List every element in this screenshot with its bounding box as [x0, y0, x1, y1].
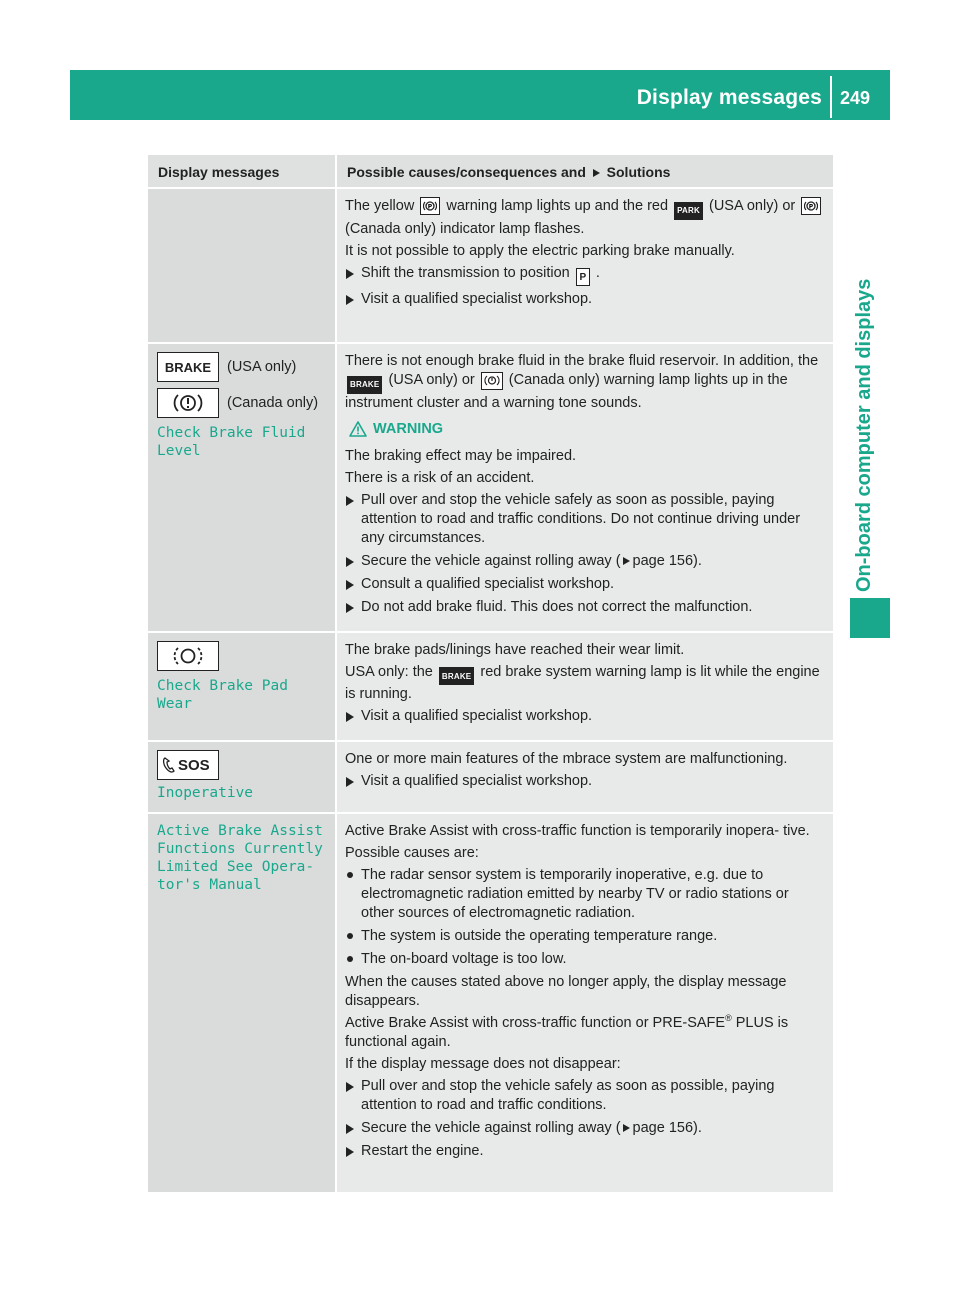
- table-row: [148, 633, 833, 743]
- display-message-text: Check Brake Fluid Level: [157, 425, 306, 459]
- display-messages-table: [148, 155, 833, 1194]
- usa-only-label: (USA only): [227, 358, 297, 375]
- row1-p2: It is not possible to apply the electric parking brake manually.: [345, 242, 735, 259]
- col-header-causes: [337, 155, 833, 189]
- warning-triangle-icon: [349, 421, 367, 437]
- row5-message-cell: [148, 814, 337, 1194]
- display-message-text: Active Brake Assist Functions Currently Limited See Opera‐ tor's Manual: [157, 823, 323, 893]
- row1-step1: Shift the transmission to position P .: [345, 264, 825, 287]
- row3-step1: Visit a qualified specialist workshop.: [345, 707, 825, 726]
- park-lamp-icon: PARK: [674, 202, 703, 220]
- row2-step2: Secure the vehicle against rolling away ( page 156).: [345, 552, 825, 571]
- row4-causes-cell: One or more main features of the mbrace system are malfunctioning. Visit a qualified specialist workshop.: [337, 742, 833, 814]
- row5-bullet3: The on-board voltage is too low.: [345, 950, 825, 969]
- row1-causes-cell: [337, 189, 833, 344]
- arrow-icon: [593, 169, 600, 177]
- svg-text:P: P: [428, 203, 433, 211]
- row2-step1: Pull over and stop the vehicle safely as soon as possible, paying attention to road and traffic conditions. Do not continue driving under any circumstances.: [345, 491, 825, 548]
- canada-only-label: (Canada only): [227, 394, 319, 411]
- row5-step2: Secure the vehicle against rolling away ( page 156).: [345, 1119, 825, 1138]
- page-title: Display messages: [636, 86, 822, 109]
- brake-pad-wear-icon: [157, 641, 219, 671]
- row1-step2: Visit a qualified specialist workshop.: [345, 290, 825, 309]
- page-number: 249: [840, 88, 871, 108]
- page-ref-link[interactable]: page 156).: [632, 1120, 702, 1136]
- parking-brake-lamp-icon: [801, 197, 821, 215]
- display-message-text: Inoperative: [157, 785, 254, 801]
- col-header-solutions-text: Solutions: [606, 164, 671, 180]
- col-header-causes-text: Possible causes/consequences and: [347, 164, 586, 180]
- table-row: [148, 742, 833, 814]
- table-row: [148, 189, 833, 344]
- display-message-text: Check Brake Pad Wear: [157, 677, 288, 712]
- gear-p-icon: P: [576, 268, 590, 286]
- page-ref-link[interactable]: page 156).: [632, 552, 702, 569]
- row2-step4: Do not add brake fluid. This does not correct the malfunction.: [345, 598, 825, 617]
- row2-causes-cell: There is not enough brake fluid in the brake fluid reservoir. In addition, the BRAKE (USA only) or (Canada only) warning lamp lights up in the instrument cluster and a warning tone sounds. WARNING The braking effect may be impaired. There is a risk of an accident. Pull over and stop the vehicle safely as soon as possible, paying attention to road and traffic conditions. Do not continue driving under any circumstances. Secure the vehicle against rolling away ( page 156). Consult a qualified specialist workshop. Do not add brake fluid. This does not correct the malfunction.: [337, 344, 833, 633]
- brake-warning-icon: BRAKE: [157, 352, 219, 382]
- row3-causes-cell: The brake pads/linings have reached their wear limit. USA only: the BRAKE red brake system warning lamp is lit while the engine is running. Visit a qualified specialist workshop.: [337, 633, 833, 743]
- page-ref-arrow-icon: [623, 1124, 630, 1132]
- row5-causes-cell: Active Brake Assist with cross-traffic function is temporarily inopera‐ tive. Possible causes are: The radar sensor system is temporarily inoperative, e.g. due to electromagnetic radiation emitted by nearby TV or radio stations or other sources of electromagnetic radiation. The system is outside the operating temperature range. The on-board voltage is too low. When the causes stated above no longer apply, the display message disappears. Active Brake Assist with cross-traffic function or PRE-SAFE® PLUS is functional again. If the display message does not disappear: Pull over and stop the vehicle safely as soon as possible, paying attention to road and traffic conditions. Secure the vehicle against rolling away ( page 156). Restart the engine.: [337, 814, 833, 1194]
- row1-message-cell: [148, 189, 337, 344]
- row2-message-cell: [148, 344, 337, 633]
- side-tab-label: On-board computer and displays: [853, 278, 875, 592]
- brake-circle-warning-icon: [157, 388, 219, 418]
- sos-phone-icon: SOS: [157, 750, 219, 780]
- table-row: [148, 814, 833, 1194]
- row4-step1: Visit a qualified specialist workshop.: [345, 772, 825, 791]
- row3-message-cell: [148, 633, 337, 743]
- header-divider: [830, 76, 832, 118]
- brake-lamp-icon: BRAKE: [347, 376, 382, 394]
- row5-bullet2: The system is outside the operating temperature range.: [345, 927, 825, 946]
- side-tab: [844, 278, 884, 592]
- parking-brake-lamp-icon: [420, 197, 440, 215]
- svg-text:P: P: [809, 203, 814, 211]
- row4-message-cell: [148, 742, 337, 814]
- brake-circle-lamp-icon: [481, 372, 503, 390]
- col-header-messages: Display messages: [148, 155, 337, 189]
- row5-step3: Restart the engine.: [345, 1142, 825, 1161]
- side-tab-block: [850, 598, 890, 638]
- page-ref-arrow-icon: [623, 557, 630, 565]
- row1-p1: The yellow P warning lamp lights up and the red PARK (USA only) or P (Canada only) indicator lamp flashes.: [345, 197, 825, 239]
- row2-step3: Consult a qualified specialist workshop.: [345, 575, 825, 594]
- table-row: [148, 344, 833, 633]
- warning-heading: WARNING: [345, 420, 825, 439]
- brake-lamp-icon: BRAKE: [439, 667, 474, 685]
- row5-bullet1: The radar sensor system is temporarily inoperative, e.g. due to electromagnetic radiation emitted by nearby TV or radio stations or other sources of electromagnetic radiation.: [345, 866, 825, 923]
- row5-step1: Pull over and stop the vehicle safely as soon as possible, paying attention to road and traffic conditions.: [345, 1077, 825, 1115]
- table-header-row: [148, 155, 833, 189]
